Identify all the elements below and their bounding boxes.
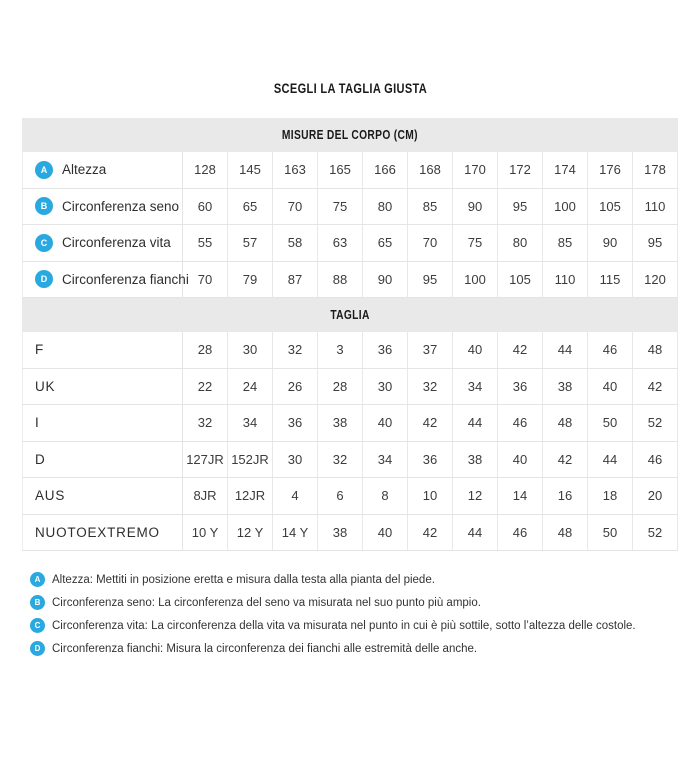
value-cell: 95 [498,189,543,225]
footnote-text: Circonferenza vita: La circonferenza della vita va misurata nel punto in cui è più sottile, sotto l’altezza delle costole. [52,619,636,632]
value-cell: 170 [453,152,498,188]
value-cell: 44 [588,442,633,478]
page-title-text: SCEGLI LA TAGLIA GIUSTA [273,81,427,96]
value-cell: 110 [543,262,588,298]
value-cell: 10 Y [183,515,228,551]
value-cell: 63 [318,225,363,261]
value-cell: 80 [363,189,408,225]
value-cell: 22 [183,369,228,405]
value-cell: 36 [273,405,318,441]
row-label: NUOTOEXTREMO [35,524,160,540]
value-cell: 34 [453,369,498,405]
value-cell: 174 [543,152,588,188]
value-cell: 28 [318,369,363,405]
value-cell: 46 [633,442,678,478]
value-cell: 30 [273,442,318,478]
value-cell: 95 [633,225,678,261]
row-label: F [35,342,45,358]
footnote-letter-badge: A [30,572,45,587]
section-header-taglia [22,298,678,332]
value-cell: 32 [183,405,228,441]
value-cell: 95 [408,262,453,298]
value-cell: 163 [273,152,318,188]
row-label: Circonferenza vita [62,235,171,251]
value-cell: 18 [588,478,633,514]
size-chart-table [22,118,678,551]
footnote-text: Altezza: Mettiti in posizione eretta e misura dalla testa alla pianta del piede. [52,573,435,586]
value-cell: 32 [273,332,318,368]
table-row [22,442,678,479]
value-cell: 46 [588,332,633,368]
value-cell: 40 [498,442,543,478]
value-cell: 85 [408,189,453,225]
value-cell: 105 [588,189,633,225]
value-cell: 48 [633,332,678,368]
row-label: Circonferenza fianchi [62,271,189,287]
value-cell: 10 [408,478,453,514]
value-cell: 46 [498,515,543,551]
value-cell: 48 [543,515,588,551]
value-cell: 20 [633,478,678,514]
footnote-text: Circonferenza fianchi: Misura la circonferenza dei fianchi alle estremità delle anche. [52,642,478,655]
value-cell: 52 [633,515,678,551]
value-cell: 48 [543,405,588,441]
value-cell: 166 [363,152,408,188]
table-row [22,515,678,552]
section-header-body-measurements [22,118,678,152]
value-cell: 120 [633,262,678,298]
value-cell: 38 [543,369,588,405]
letter-badge: D [35,270,53,288]
value-cell: 50 [588,405,633,441]
value-cell: 26 [273,369,318,405]
table-row [22,152,678,189]
value-cell: 30 [228,332,273,368]
value-cell: 65 [363,225,408,261]
section-header-body-measurements-label: MISURE DEL CORPO (CM) [282,128,418,142]
value-cell: 12 Y [228,515,273,551]
value-cell: 34 [228,405,273,441]
value-cell: 90 [363,262,408,298]
table-row [22,405,678,442]
value-cell: 12JR [228,478,273,514]
row-label-cell [22,442,183,478]
footnote [30,595,700,610]
row-label-cell [22,225,183,261]
value-cell: 40 [363,405,408,441]
value-cell: 36 [408,442,453,478]
table-row [22,262,678,299]
row-label-cell [22,369,183,405]
value-cell: 128 [183,152,228,188]
value-cell: 42 [543,442,588,478]
footnote-letter-badge: D [30,641,45,656]
size-rows [22,332,678,551]
footnotes [30,572,700,656]
value-cell: 16 [543,478,588,514]
value-cell: 85 [543,225,588,261]
footnote [30,618,700,633]
value-cell: 6 [318,478,363,514]
value-cell: 36 [498,369,543,405]
value-cell: 42 [498,332,543,368]
value-cell: 40 [363,515,408,551]
value-cell: 42 [408,515,453,551]
value-cell: 38 [453,442,498,478]
value-cell: 87 [273,262,318,298]
letter-badge: B [35,197,53,215]
value-cell: 80 [498,225,543,261]
value-cell: 37 [408,332,453,368]
row-label-cell [22,515,183,551]
row-label: UK [35,378,56,394]
value-cell: 60 [183,189,228,225]
value-cell: 57 [228,225,273,261]
value-cell: 100 [453,262,498,298]
value-cell: 38 [318,515,363,551]
value-cell: 12 [453,478,498,514]
value-cell: 172 [498,152,543,188]
footnote [30,641,700,656]
row-label-cell [22,152,183,188]
value-cell: 100 [543,189,588,225]
value-cell: 14 [498,478,543,514]
value-cell: 50 [588,515,633,551]
row-label: Circonferenza seno [62,198,180,214]
row-label-cell [22,332,183,368]
value-cell: 32 [318,442,363,478]
row-label: D [35,451,46,467]
value-cell: 145 [228,152,273,188]
value-cell: 40 [453,332,498,368]
value-cell: 178 [633,152,678,188]
value-cell: 176 [588,152,633,188]
value-cell: 65 [228,189,273,225]
value-cell: 70 [183,262,228,298]
row-label-cell [22,262,189,298]
value-cell: 8JR [183,478,228,514]
footnote-text: Circonferenza seno: La circonferenza del seno va misurata nel suo punto più ampio. [52,596,481,609]
value-cell: 90 [453,189,498,225]
value-cell: 52 [633,405,678,441]
page-title [0,81,700,96]
value-cell: 55 [183,225,228,261]
value-cell: 70 [408,225,453,261]
value-cell: 46 [498,405,543,441]
value-cell: 44 [453,405,498,441]
value-cell: 42 [408,405,453,441]
value-cell: 88 [318,262,363,298]
value-cell: 34 [363,442,408,478]
value-cell: 44 [453,515,498,551]
value-cell: 58 [273,225,318,261]
value-cell: 90 [588,225,633,261]
value-cell: 30 [363,369,408,405]
row-label-cell [22,405,183,441]
value-cell: 44 [543,332,588,368]
section-header-taglia-label: TAGLIA [330,308,370,322]
value-cell: 14 Y [273,515,318,551]
footnote-letter-badge: B [30,595,45,610]
value-cell: 79 [228,262,273,298]
body-measurement-rows [22,152,678,298]
value-cell: 24 [228,369,273,405]
value-cell: 105 [498,262,543,298]
value-cell: 110 [633,189,678,225]
table-row [22,478,678,515]
value-cell: 165 [318,152,363,188]
value-cell: 8 [363,478,408,514]
footnote [30,572,700,587]
value-cell: 115 [588,262,633,298]
table-row [22,332,678,369]
table-row [22,225,678,262]
value-cell: 36 [363,332,408,368]
value-cell: 127JR [183,442,228,478]
table-row [22,369,678,406]
value-cell: 4 [273,478,318,514]
value-cell: 70 [273,189,318,225]
row-label: Altezza [62,162,107,178]
value-cell: 152JR [228,442,273,478]
value-cell: 40 [588,369,633,405]
row-label-cell [22,189,183,225]
row-label: AUS [35,488,66,504]
row-label-cell [22,478,183,514]
value-cell: 168 [408,152,453,188]
value-cell: 28 [183,332,228,368]
letter-badge: A [35,161,53,179]
row-label: I [35,415,40,431]
table-row [22,189,678,226]
footnote-letter-badge: C [30,618,45,633]
letter-badge: C [35,234,53,252]
value-cell: 3 [318,332,363,368]
value-cell: 38 [318,405,363,441]
value-cell: 32 [408,369,453,405]
value-cell: 75 [453,225,498,261]
value-cell: 75 [318,189,363,225]
value-cell: 42 [633,369,678,405]
